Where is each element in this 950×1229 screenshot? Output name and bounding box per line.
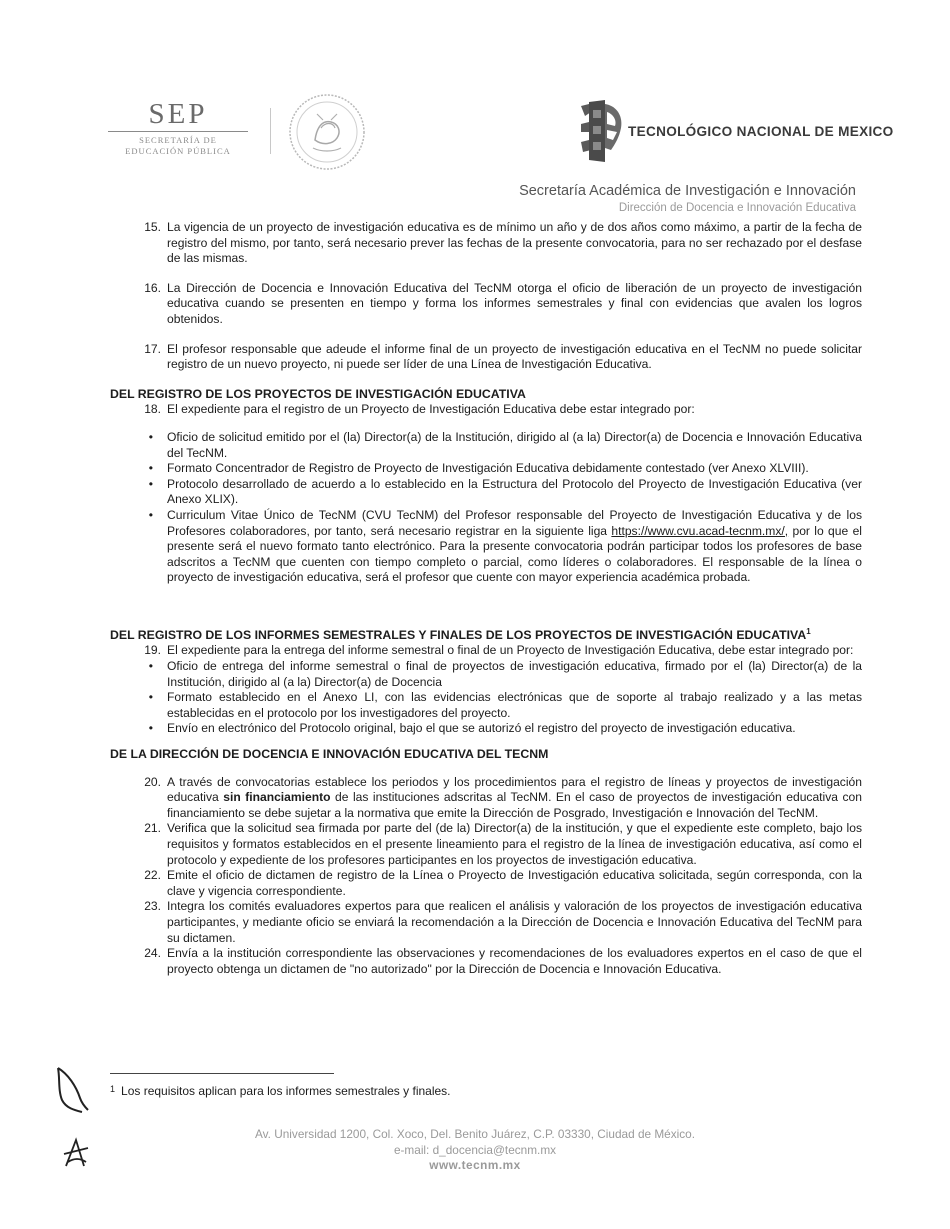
item-text: El expediente para el registro de un Proyecto de Investigación Educativa debe estar integrado por: xyxy=(167,402,695,417)
item-text: Emite el oficio de dictamen de registro de la Línea o Proyecto de Investigación educativa solicitada, según corresponda, con la clave y vigencia correspondiente. xyxy=(167,868,862,898)
bullet-item xyxy=(110,721,862,737)
item-number: 18. xyxy=(144,402,161,417)
list-item xyxy=(110,868,862,899)
bullet-text: Oficio de entrega del informe semestral o final de proyectos de investigación educativa, firmado por el (la) Director(a) de la Institución, dirigido al (a la) Director(a) de Docencia xyxy=(167,659,862,689)
list-item xyxy=(110,342,862,373)
footnote-rule xyxy=(110,1073,334,1074)
bullet-item xyxy=(110,477,862,508)
bullet: • xyxy=(148,461,153,476)
footer-website[interactable]: www.tecnm.mx xyxy=(429,1158,521,1172)
item-text: Envía a la institución correspondiente las observaciones y recomendaciones de los evaluadores expertos en el caso de que el proyecto obtenga un dictamen de "no autorizado" por la Dirección de Docencia e Innovación Educativa. xyxy=(167,946,862,976)
item-number: 20. xyxy=(144,774,161,789)
document-body xyxy=(110,220,862,977)
bullet-item xyxy=(110,461,862,477)
bullet-text: Formato establecido en el Anexo LI, con las evidencias electrónicas que de soporte al trabajo realizado y a las metas establecidas en el protocolo por los investigadores del proyecto. xyxy=(167,690,862,720)
signature-initial-1 xyxy=(52,1064,92,1116)
bullet: • xyxy=(148,476,153,491)
bullet-item xyxy=(110,430,862,461)
bullet: • xyxy=(148,690,153,705)
cvu-text-post: por lo que el presente será el nuevo formato tanto electrónico. Para la presente convocatoria podrán participar todos los profesores de base adscritos a TecNM que cuenten con tiempo completo o parcial, como líderes o colaboradores. El responsable de la línea o proyecto de investigación educativa, será el profesor que cuente con mayor experiencia académica probada. xyxy=(167,523,862,585)
bullet: • xyxy=(148,507,153,522)
list-item xyxy=(110,899,862,946)
footnote xyxy=(110,1084,451,1098)
footnote-text: Los requisitos aplican para los informes semestrales y finales. xyxy=(121,1084,451,1098)
item-text: La Dirección de Docencia e Innovación Educativa del TecNM otorga el oficio de liberación de un proyecto de investigación educativa cuando se presenten en tiempo y forma los informes semestrales y final con evidencias que avalen los logros obtenidos. xyxy=(167,280,862,326)
sep-logo xyxy=(108,98,248,157)
sep-subtitle-2: EDUCACIÓN PÚBLICA xyxy=(125,146,231,156)
direccion-subtitle: Dirección de Docencia e Innovación Educativa xyxy=(618,202,856,214)
item-text xyxy=(167,775,862,822)
bullet-text: Oficio de solicitud emitido por el (la) Director(a) de la Institución, dirigido al (a la) Director(a) de Docencia e Innovación Educativa del TecNM. xyxy=(167,429,862,460)
item20-post: de las instituciones adscritas al TecNM. En el caso de proyectos de investigación educativa con financiamiento se debe sujetar a la normativa que emite la Dirección de Posgrado, Investigación e Innovación del TecNM. xyxy=(167,790,862,820)
bullet-text xyxy=(167,508,862,586)
bullet-text: Protocolo desarrollado de acuerdo a lo establecido en la Estructura del Protocolo del Proyecto de Investigación Educativa (ver Anexo XLIX). xyxy=(167,476,862,507)
sep-subtitle-1: SECRETARÍA DE xyxy=(139,135,217,145)
cvu-text-pre: Curriculum Vitae Único de TecNM (CVU TecNM) del Profesor responsable del Proyecto de Investigación Educativa y de los Profesores colaboradores, por tanto, será necesario registrar en la siguiente liga xyxy=(167,507,862,538)
section-heading xyxy=(110,628,862,644)
bullet-item xyxy=(110,508,862,586)
item-text: El expediente para la entrega del informe semestral o final de un Proyecto de Investigación Educativa, debe estar integrado por: xyxy=(167,643,854,658)
secretaria-title: Secretaría Académica de Investigación e Innovación xyxy=(519,183,856,199)
bullet: • xyxy=(148,429,153,444)
item20-pre: A través de convocatorias establece los periodos y los procedimientos para el registro de líneas y proyectos de investigación educativa xyxy=(167,774,862,805)
list-item xyxy=(110,643,862,659)
item-number: 16. xyxy=(144,280,161,295)
bullet-item xyxy=(110,659,862,690)
letterhead xyxy=(0,0,950,220)
sep-wordmark: SEP xyxy=(148,98,208,130)
logo-divider xyxy=(270,108,271,154)
item-number: 24. xyxy=(144,946,161,961)
list-item xyxy=(110,946,862,977)
item-number: 19. xyxy=(144,643,161,658)
footnote-number: 1 xyxy=(110,1084,116,1094)
footnote-mark: 1 xyxy=(806,626,811,636)
heading-text: DEL REGISTRO DE LOS INFORMES SEMESTRALES Y FINALES DE LOS PROYECTOS DE INVESTIGACIÓN EDUCATIVA xyxy=(110,627,807,642)
bullet-text: Formato Concentrador de Registro de Proyecto de Investigación Educativa debidamente contestado (ver Anexo XLVIII). xyxy=(167,461,809,476)
tecnm-gear-logo-icon xyxy=(575,98,625,164)
item-text: Integra los comités evaluadores expertos para que realicen el análisis y valoración de los proyectos de investigación educativa participantes, y mediante oficio se enviará la recomendación a la Dirección de Docencia e Innovación Educativa del TecNM para su dictamen. xyxy=(167,899,862,945)
tecnm-name: TECNOLÓGICO NACIONAL DE MEXICO xyxy=(628,124,894,139)
item-number: 15. xyxy=(144,220,161,234)
item-number: 23. xyxy=(144,899,161,914)
item-number: 17. xyxy=(144,341,161,356)
section-heading: DEL REGISTRO DE LOS PROYECTOS DE INVESTIGACIÓN EDUCATIVA xyxy=(110,386,526,401)
bullet-item xyxy=(110,690,862,721)
list-item xyxy=(110,402,862,418)
bullet: • xyxy=(148,721,153,736)
bullet-text: Envío en electrónico del Protocolo original, bajo el que se autorizó el registro del proyecto de investigación educativa. xyxy=(167,721,796,736)
footer-email: e-mail: d_docencia@tecnm.mx xyxy=(393,1143,557,1157)
item-number: 22. xyxy=(144,868,161,883)
section-heading: DE LA DIRECCIÓN DE DOCENCIA E INNOVACIÓN EDUCATIVA DEL TECNM xyxy=(110,747,549,762)
mexican-seal-icon xyxy=(287,92,367,172)
list-item xyxy=(110,821,862,868)
item-text: La vigencia de un proyecto de investigación educativa es de mínimo un año y de dos años como máximo, a partir de la fecha de registro del mismo, por tanto, será necesario prever las fechas de la presente convocatoria, para no ser rechazado por el desfase de las mismas. xyxy=(167,220,862,266)
footer-address: Av. Universidad 1200, Col. Xoco, Del. Benito Juárez, C.P. 03330, Ciudad de México. xyxy=(254,1127,695,1141)
item20-bold: sin financiamiento xyxy=(223,790,331,805)
list-item xyxy=(110,220,862,267)
item-text: El profesor responsable que adeude el informe final de un proyecto de investigación educativa en el TecNM no puede solicitar registro de un nuevo proyecto, ni puede ser líder de una Línea de Investigación Educativa. xyxy=(167,341,862,372)
list-item xyxy=(110,281,862,328)
bullet: • xyxy=(148,659,153,674)
item-text: Verifica que la solicitud sea firmada por parte del (de la) Director(a) de la institución, y que el expediente este completo, bajo los requisitos y formatos establecidos en el presente lineamiento para el registro de la línea de investigación educativa, así como el protocolo y expediente de los profesores participantes en los proyectos de investigación educativa. xyxy=(167,821,862,867)
list-item xyxy=(110,775,862,822)
item-number: 21. xyxy=(144,821,161,836)
cvu-link[interactable]: https://www.cvu.acad-tecnm.mx/, xyxy=(611,523,789,538)
sep-rule xyxy=(108,131,248,132)
